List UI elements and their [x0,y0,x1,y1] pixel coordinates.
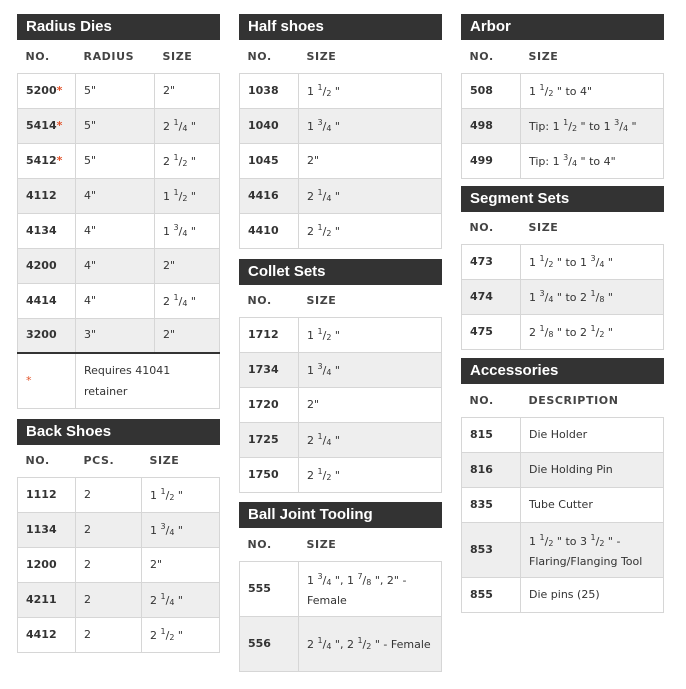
column-header: NO. [469,221,494,235]
column-header: RADIUS [83,49,135,63]
table-row [240,73,442,108]
radius-cell: 5" [76,73,155,108]
size-cell: 1 $^1/_2$ " [155,178,220,213]
part-number [18,178,76,213]
part-number [18,143,76,178]
section-title: Segment Sets [461,186,664,212]
pieces-cell: 2 [76,618,142,653]
footnote-row [18,353,220,408]
collet-sets-section [239,259,442,494]
part-number: 555 [240,561,299,616]
size-cell: 2 $^1/_2$ " [142,618,220,653]
accessories-table [461,384,664,613]
part-number-text: 4200 [26,258,57,272]
size-cell: 1 $^1/_2$ " [299,318,442,353]
size-cell: 2" [155,73,220,108]
part-number: 508 [462,73,521,108]
description-cell: Tube Cutter [521,487,664,522]
pieces-cell: 2 [76,513,142,548]
size-cell: 1 $^3/_4$ " [299,353,442,388]
table-row [240,616,442,671]
table-row [240,423,442,458]
column-header: NO. [247,537,272,551]
radius-cell: 4" [76,178,155,213]
table-row [18,283,220,318]
table-row [18,143,220,178]
radius-cell: 5" [76,143,155,178]
table-row [18,108,220,143]
size-cell: 2" [155,248,220,283]
back-shoes-section [17,419,220,654]
size-cell: 2 $^1/_8$ " to 2 $^1/_2$ " [521,315,664,350]
column-left [17,14,220,653]
size-cell: 2" [155,318,220,353]
section-title: Half shoes [239,14,442,40]
part-number [18,108,76,143]
part-number: 855 [462,577,521,612]
column-middle [239,14,442,672]
section-title: Collet Sets [239,259,442,285]
part-number: 1045 [240,143,299,178]
size-cell: 1 $^1/_2$ " to 1 $^3/_4$ " [521,245,664,280]
accessories-section [461,358,664,613]
description-cell: Die Holding Pin [521,452,664,487]
ball-joint-table [239,528,442,672]
part-number-text: 4134 [26,223,57,237]
part-number: 1200 [18,548,76,583]
table-row [462,452,664,487]
column-header: NO. [247,294,272,308]
table-row [18,213,220,248]
asterisk-marker: * [56,83,63,97]
column-header: SIZE [528,49,559,63]
table-row [462,417,664,452]
part-number-text: 4414 [26,293,57,307]
table-row [462,245,664,280]
column-header: SIZE [306,537,337,551]
asterisk-marker: * [56,153,63,167]
table-row [18,73,220,108]
size-cell: 1 $^1/_2$ " [142,478,220,513]
column-header: SIZE [162,49,193,63]
size-cell: 2 $^1/_4$ " [155,283,220,318]
description-cell: 1 $^1/_2$ " to 3 $^1/_2$ " - Flaring/Flanging Tool [521,522,664,577]
half-shoes-table [239,40,442,249]
part-number: 498 [462,108,521,143]
section-title: Accessories [461,358,664,384]
part-number: 1112 [18,478,76,513]
ball-joint-section [239,502,442,672]
table-row [462,487,664,522]
table-row [240,561,442,616]
radius-cell: 4" [76,283,155,318]
part-number: 4410 [240,213,299,248]
radius-cell: 5" [76,108,155,143]
table-row [18,583,220,618]
part-number: 4416 [240,178,299,213]
table-row [18,548,220,583]
part-number: 853 [462,522,521,577]
part-number: 835 [462,487,521,522]
part-number: 1725 [240,423,299,458]
table-row [18,478,220,513]
section-title: Ball Joint Tooling [239,502,442,528]
size-cell: 2 $^1/_4$ ", 2 $^1/_2$ " - Female [299,616,442,671]
table-row [240,388,442,423]
part-number-text: 3200 [26,328,57,342]
section-title: Arbor [461,14,664,40]
table-row [240,143,442,178]
column-header: PCS. [83,454,115,468]
part-number: 1038 [240,73,299,108]
table-row [462,315,664,350]
column-header: SIZE [528,221,559,235]
part-number: 556 [240,616,299,671]
column-header: NO. [25,454,50,468]
column-header: DESCRIPTION [528,393,619,407]
table-row [462,577,664,612]
collet-sets-table [239,285,442,494]
segment-sets-section [461,186,664,351]
section-title: Radius Dies [17,14,220,40]
size-cell: 1 $^3/_4$ " to 2 $^1/_8$ " [521,280,664,315]
table-row [18,318,220,353]
size-cell: 1 $^3/_4$ " [142,513,220,548]
part-number-text: 4112 [26,188,57,202]
asterisk-marker: * [56,118,63,132]
size-cell: 2" [299,143,442,178]
section-title: Back Shoes [17,419,220,445]
part-number: 816 [462,452,521,487]
table-row [18,513,220,548]
part-number-text: 5414 [26,118,57,132]
size-cell: 2 $^1/_2$ " [155,143,220,178]
part-number: 473 [462,245,521,280]
table-row [240,458,442,493]
size-cell: 2 $^1/_4$ " [299,178,442,213]
part-number: 474 [462,280,521,315]
part-number: 1720 [240,388,299,423]
part-number: 475 [462,315,521,350]
part-number: 1134 [18,513,76,548]
description-cell: Die pins (25) [521,577,664,612]
table-row [462,73,664,108]
size-cell: 2 $^1/_4$ " [155,108,220,143]
table-row [240,318,442,353]
table-row [18,248,220,283]
part-number: 1712 [240,318,299,353]
table-row [240,353,442,388]
size-cell: 2 $^1/_2$ " [299,458,442,493]
size-cell: 1 $^3/_4$ ", 1 $^7/_8$ ", 2" - Female [299,561,442,616]
table-row [18,178,220,213]
table-row [240,108,442,143]
table-row [18,618,220,653]
part-number: 499 [462,143,521,178]
column-header: SIZE [306,49,337,63]
part-number: 4412 [18,618,76,653]
table-row [462,108,664,143]
pieces-cell: 2 [76,583,142,618]
column-header: NO. [25,49,50,63]
radius-dies-table [17,40,220,409]
size-cell: 2" [142,548,220,583]
half-shoes-section [239,14,442,249]
back-shoes-table [17,445,220,654]
radius-cell: 3" [76,318,155,353]
part-number [18,213,76,248]
part-number: 1040 [240,108,299,143]
size-cell: 1 $^3/_4$ " [155,213,220,248]
size-cell: Tip: 1 $^3/_4$ " to 4" [521,143,664,178]
column-header: NO. [247,49,272,63]
description-cell: Die Holder [521,417,664,452]
arbor-table [461,40,664,179]
footnote-mark: * [18,353,76,408]
table-row [462,522,664,577]
part-number-text: 5200 [26,83,57,97]
size-cell: 2 $^1/_4$ " [142,583,220,618]
table-row [462,280,664,315]
column-header: SIZE [149,454,180,468]
size-cell: 2 $^1/_4$ " [299,423,442,458]
size-cell: 1 $^1/_2$ " [299,73,442,108]
arbor-section [461,14,664,179]
radius-cell: 4" [76,213,155,248]
table-row [240,213,442,248]
part-number [18,283,76,318]
part-number [18,73,76,108]
size-cell: Tip: 1 $^1/_2$ " to 1 $^3/_4$ " [521,108,664,143]
size-cell: 1 $^1/_2$ " to 4" [521,73,664,108]
part-number [18,248,76,283]
column-header: SIZE [306,294,337,308]
part-number [18,318,76,353]
pieces-cell: 2 [76,478,142,513]
part-number: 815 [462,417,521,452]
table-row [240,178,442,213]
segment-sets-table [461,212,664,351]
radius-cell: 4" [76,248,155,283]
size-cell: 2" [299,388,442,423]
part-number: 4211 [18,583,76,618]
table-row [462,143,664,178]
pieces-cell: 2 [76,548,142,583]
footnote-text: Requires 41041 retainer [76,353,220,408]
column-right [461,14,664,613]
radius-dies-section [17,14,220,409]
part-number: 1734 [240,353,299,388]
column-header: NO. [469,49,494,63]
size-cell: 1 $^3/_4$ " [299,108,442,143]
part-number: 1750 [240,458,299,493]
size-cell: 2 $^1/_2$ " [299,213,442,248]
column-header: NO. [469,393,494,407]
part-number-text: 5412 [26,153,57,167]
